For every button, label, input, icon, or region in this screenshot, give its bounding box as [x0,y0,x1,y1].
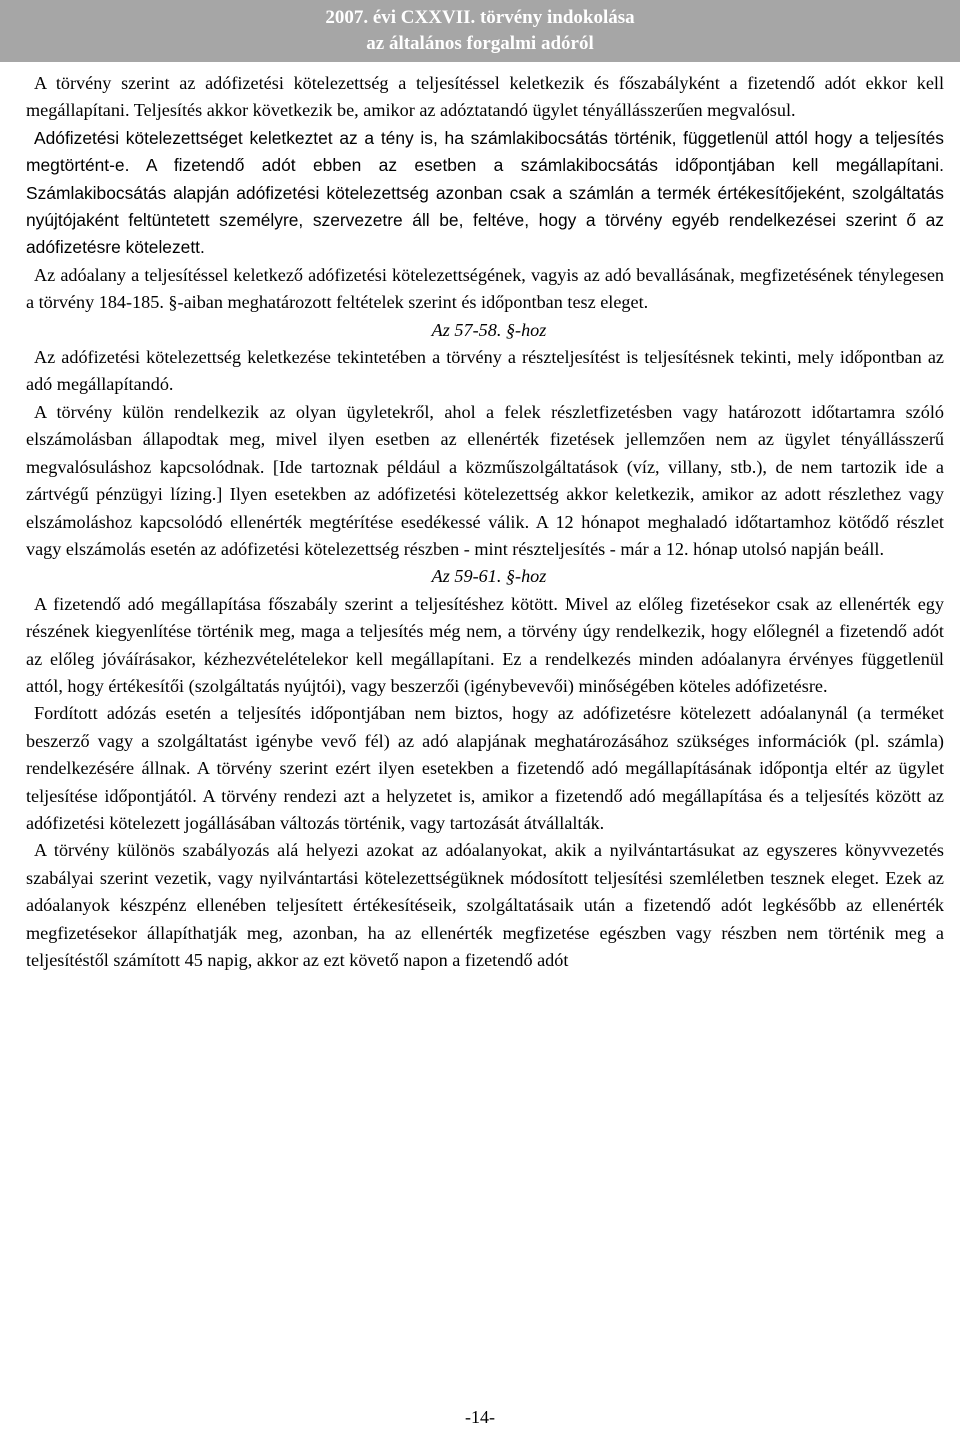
header-title: 2007. évi CXXVII. törvény indokolása [325,7,635,28]
paragraph: Az adóalany a teljesítéssel keletkező adófizetési kötelezettségének, vagyis az adó bevallásának, megfizetésének ténylegesen a törvény 184-185. §-aiban meghatározott feltételek szerint és időpontban tesz eleget. [26,264,944,313]
paragraph: A törvény szerint az adófizetési kötelezettség a teljesítéssel keletkezik és főszabályként a fizetendő adót ekkor kell megállapítani. Teljesítés akkor következik be, amikor az adóztatandó ügylet tényállásszerűen megvalósul. [26,73,944,121]
paragraph: A törvény külön rendelkezik az olyan ügyletekről, ahol a felek részletfizetésben vagy határozott időtartamra szóló elszámolásban állapodtak meg, mivel ilyen esetben az ellenérték fizetések jellemzően nem az ügylet tényállásszerű megvalósuláshoz kapcsolódnak. [Ide tartoznak például a közműszolgáltatások (víz, villany, stb.), de nem tartozik ide a zártvégű pénzügyi lízing.] Ilyen esetekben az adófizetési kötelezettség akkor keletkezik, amikor az adott részlethez vagy elszámoláshoz kapcsolódó ellenérték megtérítése esedékessé válik. A 12 hónapot meghaladó időtartamhoz kötődő részlet vagy elszámolás esetén az adófizetési kötelezettség részben - mint részteljesítés - már a 12. hónap utolsó napján beáll. [26,401,944,559]
document-body [26,70,944,974]
page-header [0,0,960,62]
paragraph: Fordított adózás esetén a teljesítés időpontjában nem biztos, hogy az adófizetésre kötelezett adóalanynál (a terméket beszerző vagy a szolgáltatást igénybe vevő fél) az adó alapjának meghatározásához szükséges információk (pl. számla) rendelkezésére állnak. A törvény szerint ezért ilyen esetekben a fizetendő adó megállapításának időpontja eltér az ügylet teljesítése időpontjától. A törvény rendezi azt a helyzetet is, amikor a fizetendő adó megállapítása és a teljesítés között az adófizetési kötelezett jogállásában változás történik, vagy tartozását átvállalták. [26,703,944,833]
page-number: -14- [465,1407,495,1427]
paragraph: Adófizetési kötelezettséget keletkeztet az a tény is, ha számlakibocsátás történik, függetlenül attól hogy a teljesítés megtörtént-e. A fizetendő adót ebben az esetben a számlakibocsátás időpontjában kell megállapítani. Számlakibocsátás alapján adófizetési kötelezettség azonban csak a számlán a termék értékesítőjeként, szolgáltatás nyújtójaként feltüntetett személyre, szervezetre áll be, feltéve, hogy a törvény egyéb rendelkezései szerint ő az adófizetésre kötelezett. [26,127,944,258]
section-heading: Az 59-61. §-hoz [431,566,547,587]
header-subtitle: az általános forgalmi adóról [366,33,594,54]
section-heading: Az 57-58. §-hoz [431,319,547,340]
paragraph: A törvény különös szabályozás alá helyezi azokat az adóalanyokat, akik a nyilvántartásukat az egyszeres könyvvezetés szabályai szerint vezetik, vagy nyilvántartási kötelezettségüknek módosított teljesítési szemléletben tesznek eleget. Ezek az adóalanyok készpénz ellenében teljesített értékesítéseik, szolgáltatásaik után a fizetendő adót legkésőbb az ellenérték megfizetésekor állapíthatják meg, azonban, ha az ellenérték megfizetése egészben vagy részben nem történik meg a teljesítéstől számított 45 napig, akkor az ezt követő napon a fizetendő adót [26,840,944,970]
paragraph: Az adófizetési kötelezettség keletkezése tekintetében a törvény a részteljesítést is teljesítésnek tekinti, mely időpontban az adó megállapítandó. [26,347,944,395]
paragraph: A fizetendő adó megállapítása főszabály szerint a teljesítéshez kötött. Mivel az előleg fizetésekor csak az ellenérték egy részének kiegyenlítése történik meg, maga a teljesítés még nem, a törvény úgy rendelkezik, hogy előlegnél a fizetendő adót az előleg jóváírásakor, kézhezvételételekor kell megállapítani. Ez a rendelkezés minden adóalanyra érvényes függetlenül attól, hogy értékesítői (szolgáltatás nyújtói), vagy beszerzői (igénybevevői) minőségében köteles adófizetésre. [26,593,944,696]
